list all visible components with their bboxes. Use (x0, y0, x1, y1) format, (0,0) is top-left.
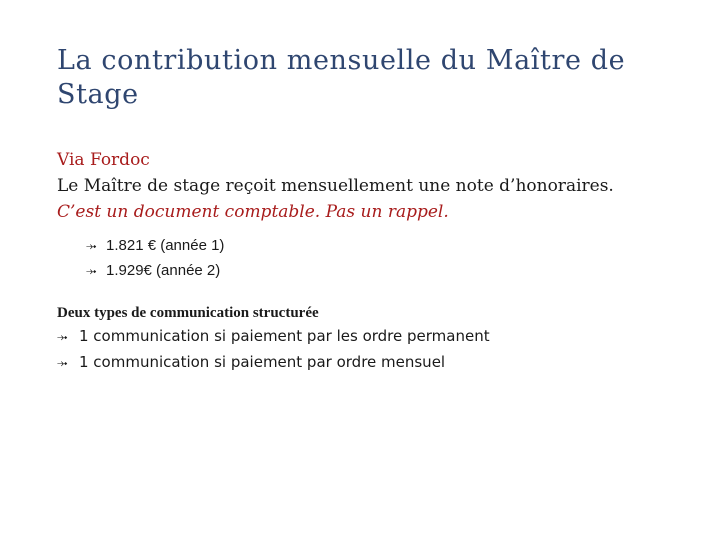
amount-item-year-1 (86, 234, 486, 259)
note-text: Le Maître de stage reçoit mensuellement une note d’honoraires. (57, 176, 614, 196)
type-item-permanent (57, 324, 657, 350)
types-heading: Deux types de communication structurée (57, 305, 319, 321)
intro-block (57, 147, 697, 225)
communication-types (57, 302, 657, 376)
amount-label: 1.929€ (année 2) (106, 262, 221, 279)
type-item-monthly (57, 350, 657, 376)
arrow-bullet-icon: ⤞ (86, 239, 97, 254)
arrow-bullet-icon: ⤞ (57, 330, 68, 345)
type-label: 1 communication si paiement par les ordre permanent (79, 327, 490, 345)
arrow-bullet-icon: ⤞ (57, 356, 68, 371)
arrow-bullet-icon: ⤞ (86, 264, 97, 279)
amount-label: 1.821 € (année 1) (106, 237, 225, 254)
via-text: Via Fordoc (57, 150, 150, 170)
emphasis-text: C’est un document comptable. Pas un rappel. (57, 202, 449, 222)
slide-title: La contribution mensuelle du Maître de Stage (57, 45, 626, 110)
amount-item-year-2 (86, 259, 486, 284)
type-label: 1 communication si paiement par ordre mensuel (79, 353, 446, 371)
amounts-list (86, 234, 486, 284)
